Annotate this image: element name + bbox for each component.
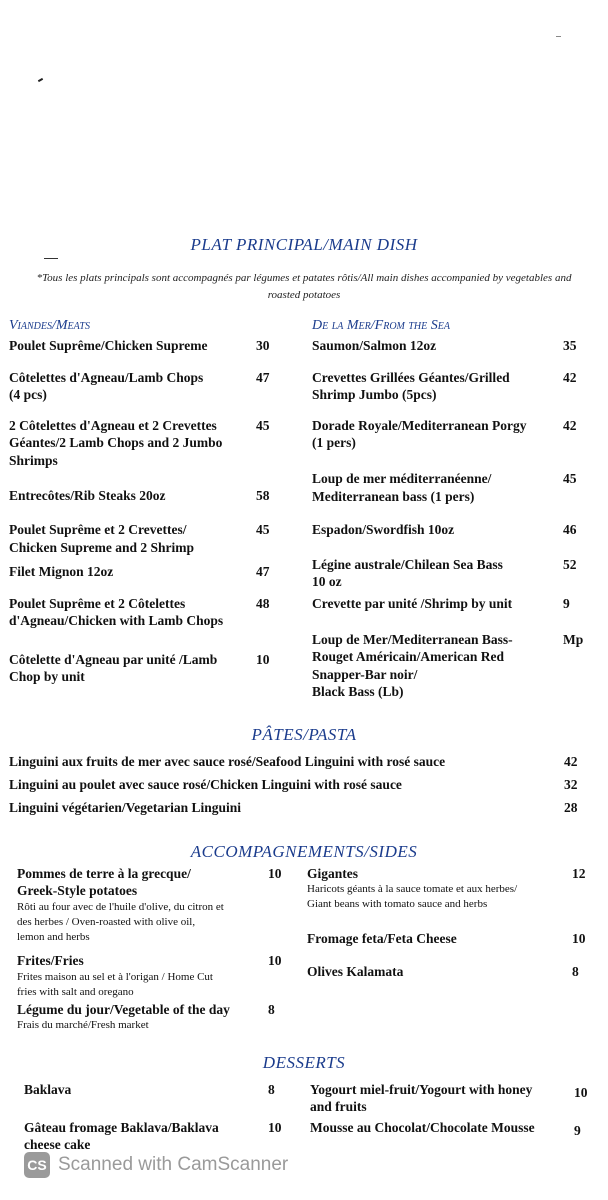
side-item-desc: Frites maison au sel et à l'origan / Home Cut bbox=[17, 971, 213, 983]
side-item-name: Olives Kalamata bbox=[307, 964, 404, 979]
dessert-item-price: 9 bbox=[574, 1123, 581, 1138]
sea-item-price: Mp bbox=[563, 632, 584, 647]
meat-item-name-cont: (4 pcs) bbox=[9, 387, 47, 402]
side-item-desc: des herbes / Oven-roasted with olive oil, bbox=[17, 916, 196, 928]
meat-item-name: Entrecôtes/Rib Steaks 20oz bbox=[9, 488, 166, 503]
sea-item-price: 35 bbox=[563, 338, 577, 353]
sea-item-price: 42 bbox=[563, 370, 577, 385]
dessert-item-name-cont: cheese cake bbox=[24, 1137, 91, 1152]
side-item-desc: Giant beans with tomato sauce and herbs bbox=[307, 898, 488, 910]
scan-speck bbox=[556, 36, 561, 37]
sea-item-name: Dorade Royale/Mediterranean Porgy bbox=[312, 418, 527, 433]
side-item-price: 8 bbox=[268, 1002, 275, 1017]
dessert-item-name: Gâteau fromage Baklava/Baklava bbox=[24, 1120, 219, 1135]
meat-item-price: 45 bbox=[256, 418, 270, 433]
meat-item-price: 47 bbox=[256, 370, 270, 385]
pasta-title: PÂTES/PASTA bbox=[251, 725, 357, 744]
meat-item-name-cont: Chop by unit bbox=[9, 669, 85, 684]
side-item-name: Fromage feta/Feta Cheese bbox=[307, 931, 457, 946]
side-item-price: 10 bbox=[268, 953, 282, 968]
sea-item-name-cont: 10 oz bbox=[312, 574, 342, 589]
meat-item-name-cont: d'Agneau/Chicken with Lamb Chops bbox=[9, 613, 224, 628]
meat-item-name: Poulet Suprême/Chicken Supreme bbox=[9, 338, 208, 353]
sea-item-name: Légine australe/Chilean Sea Bass bbox=[312, 557, 503, 572]
main-dish-title: PLAT PRINCIPAL/MAIN DISH bbox=[190, 235, 418, 254]
pasta-item-name: Linguini aux fruits de mer avec sauce rosé/Seafood Linguini with rosé sauce bbox=[9, 754, 446, 769]
meat-item-price: 10 bbox=[256, 652, 270, 667]
meat-item-price: 47 bbox=[256, 564, 270, 579]
dessert-item-name: Mousse au Chocolat/Chocolate Mousse bbox=[310, 1120, 535, 1135]
side-item-desc: Rôti au four avec de l'huile d'olive, du citron et bbox=[17, 901, 224, 913]
sides-title: ACCOMPAGNEMENTS/SIDES bbox=[190, 842, 418, 861]
sea-item-name-cont: Mediterranean bass (1 pers) bbox=[312, 489, 475, 504]
sea-item-price: 52 bbox=[563, 557, 577, 572]
camscanner-watermark bbox=[24, 1152, 288, 1178]
sea-item-name-cont: Snapper-Bar noir/ bbox=[312, 667, 418, 682]
sea-item-price: 46 bbox=[563, 522, 577, 537]
sea-item-name-cont: Rouget Américain/American Red bbox=[312, 649, 504, 664]
side-item-name: Frites/Fries bbox=[17, 953, 84, 968]
sea-item-name-cont: Black Bass (Lb) bbox=[312, 684, 404, 699]
meat-item-name: Côtelettes d'Agneau/Lamb Chops bbox=[9, 370, 204, 385]
sea-item-name: Saumon/Salmon 12oz bbox=[312, 338, 437, 353]
side-item-name: Légume du jour/Vegetable of the day bbox=[17, 1002, 230, 1017]
sea-item-name: Crevettes Grillées Géantes/Grilled bbox=[312, 370, 510, 385]
desserts-title: DESSERTS bbox=[262, 1053, 346, 1072]
pasta-item-price: 42 bbox=[564, 754, 578, 769]
side-item-desc: Haricots géants à la sauce tomate et aux herbes/ bbox=[307, 883, 518, 895]
camscanner-logo-icon: CS bbox=[24, 1152, 50, 1178]
side-item-price: 10 bbox=[268, 866, 282, 881]
scan-speck bbox=[44, 258, 58, 259]
side-item-desc: fries with salt and oregano bbox=[17, 986, 134, 998]
meat-item-name: Poulet Suprême et 2 Crevettes/ bbox=[9, 522, 187, 537]
sea-item-name: Espadon/Swordfish 10oz bbox=[312, 522, 455, 537]
dessert-item-name: Baklava bbox=[24, 1082, 72, 1097]
side-item-desc: Frais du marché/Fresh market bbox=[17, 1019, 149, 1031]
meats-heading: Viandes/Meats bbox=[9, 318, 90, 333]
dessert-item-price: 8 bbox=[268, 1082, 275, 1097]
meat-item-price: 48 bbox=[256, 596, 270, 611]
main-dish-note-line2: roasted potatoes bbox=[267, 289, 341, 301]
sea-item-price: 42 bbox=[563, 418, 577, 433]
side-item-name: Pommes de terre à la grecque/ bbox=[17, 866, 191, 881]
meat-item-name-cont: Géantes/2 Lamb Chops and 2 Jumbo bbox=[9, 435, 223, 450]
main-dish-note-line1: *Tous les plats principals sont accompagnés par légumes et patates rôtis/All main dishes accompanied by vegetables and bbox=[36, 272, 572, 284]
meat-item-price: 58 bbox=[256, 488, 270, 503]
sea-item-price: 45 bbox=[563, 471, 577, 486]
side-item-name: Gigantes bbox=[307, 866, 359, 881]
pasta-item-name: Linguini au poulet avec sauce rosé/Chicken Linguini with rosé sauce bbox=[9, 777, 402, 792]
dessert-item-name: Yogourt miel-fruit/Yogourt with honey bbox=[310, 1082, 533, 1097]
scan-speck bbox=[38, 78, 43, 82]
meat-item-name: Poulet Suprême et 2 Côtelettes bbox=[9, 596, 186, 611]
sea-heading: De la Mer/From the Sea bbox=[312, 318, 450, 333]
meat-item-price: 30 bbox=[256, 338, 270, 353]
meat-item-price: 45 bbox=[256, 522, 270, 537]
sea-item-name: Loup de mer méditerranéenne/ bbox=[312, 471, 492, 486]
meat-item-name: Filet Mignon 12oz bbox=[9, 564, 114, 579]
side-item-price: 12 bbox=[572, 866, 586, 881]
side-item-desc: lemon and herbs bbox=[17, 931, 90, 943]
dessert-item-price: 10 bbox=[268, 1120, 282, 1135]
watermark-text: Scanned with CamScanner bbox=[58, 1154, 289, 1175]
pasta-item-price: 28 bbox=[564, 800, 578, 815]
dessert-item-name-cont: and fruits bbox=[310, 1099, 367, 1114]
side-item-name-cont: Greek-Style potatoes bbox=[17, 883, 138, 898]
dessert-item-price: 10 bbox=[574, 1085, 588, 1100]
meat-item-name: 2 Côtelettes d'Agneau et 2 Crevettes bbox=[9, 418, 217, 433]
meat-item-name: Côtelette d'Agneau par unité /Lamb bbox=[9, 652, 218, 667]
sea-item-name-cont: Shrimp Jumbo (5pcs) bbox=[312, 387, 437, 402]
pasta-item-price: 32 bbox=[564, 777, 578, 792]
meat-item-name-cont: Chicken Supreme and 2 Shrimp bbox=[9, 540, 195, 555]
pasta-item-name: Linguini végétarien/Vegetarian Linguini bbox=[9, 800, 242, 815]
side-item-price: 8 bbox=[572, 964, 579, 979]
sea-item-name: Loup de Mer/Mediterranean Bass- bbox=[312, 632, 513, 647]
side-item-price: 10 bbox=[572, 931, 586, 946]
meat-item-name-cont: Shrimps bbox=[9, 453, 58, 468]
sea-item-name: Crevette par unité /Shrimp by unit bbox=[312, 596, 513, 611]
sea-item-price: 9 bbox=[563, 596, 570, 611]
sea-item-name-cont: (1 pers) bbox=[312, 435, 356, 450]
